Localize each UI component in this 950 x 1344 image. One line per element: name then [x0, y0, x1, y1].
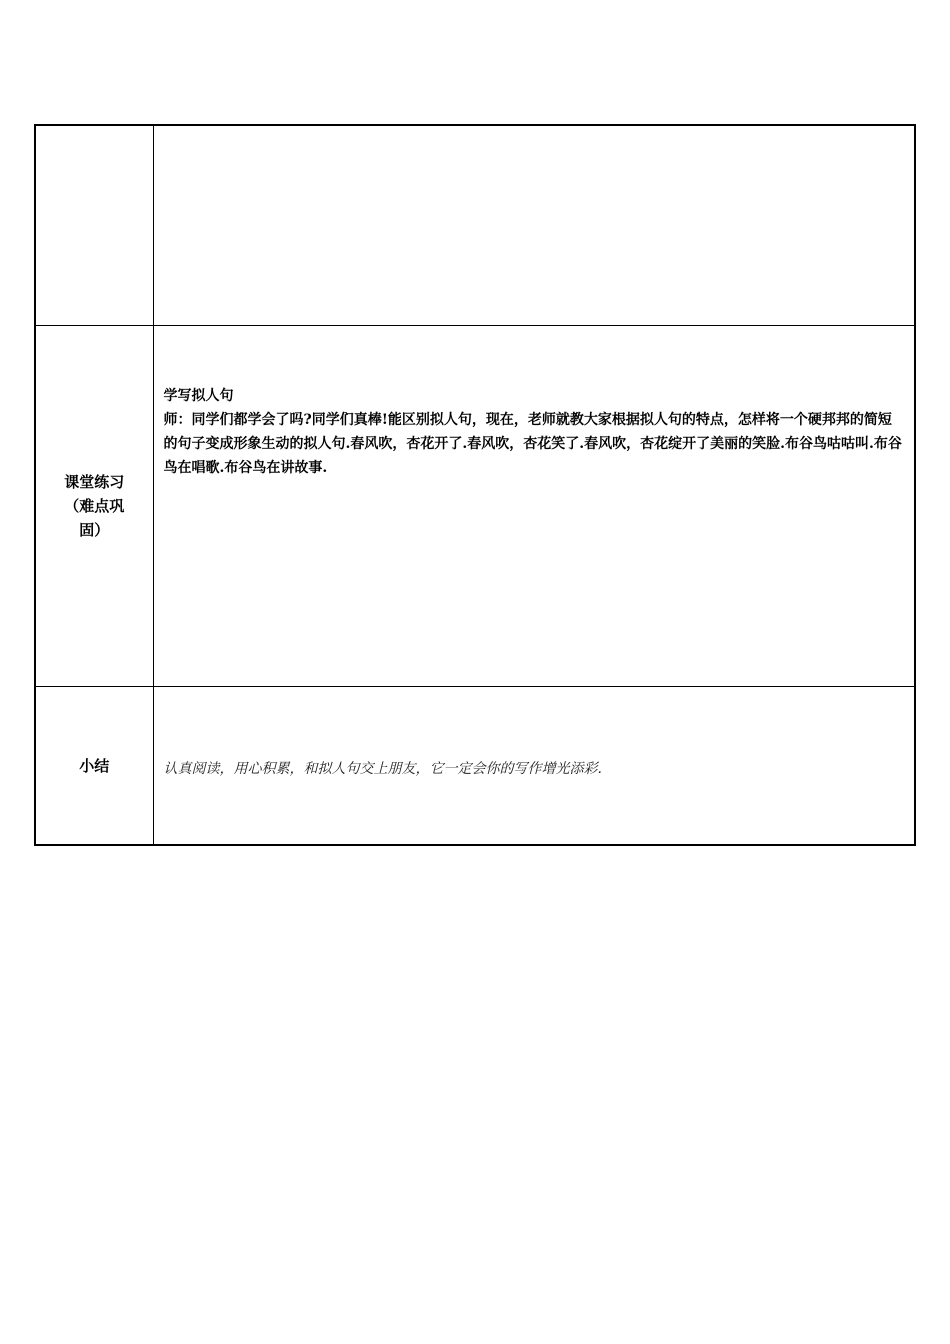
- exercise-heading: 学写拟人句: [163, 388, 234, 404]
- table-row: [35, 125, 915, 326]
- row-content-empty: [153, 125, 915, 326]
- exercise-label-line: 固）: [79, 521, 110, 539]
- exercise-label-cell: [35, 326, 153, 687]
- exercise-label-line: （难点巩: [64, 497, 125, 515]
- summary-content-cell: [153, 687, 915, 846]
- summary-text: 认真阅读，用心积累，和拟人句交上朋友，它一定会你的写作增光添彩.: [163, 760, 602, 777]
- exercise-label-line: 课堂练习: [64, 473, 125, 491]
- lesson-plan-table: [34, 124, 916, 846]
- exercise-body-text: 师：同学们都学会了吗?同学们真棒!能区别拟人句，现在，老师就教大家根据拟人句的特点，怎样将一个硬邦邦的简短的句子变成形象生动的拟人句.春风吹，杏花开了.春风吹，杏花笑了.春风吹，杏花绽开了美丽的笑脸.布谷鸟咕咕叫.布谷鸟在唱歌.布谷鸟在讲故事.: [163, 412, 902, 476]
- summary-label: 小结: [35, 687, 153, 846]
- row-label-empty: [35, 125, 153, 326]
- exercise-label: [55, 470, 133, 542]
- table-row: [35, 687, 915, 846]
- table-row: [35, 326, 915, 687]
- exercise-content-cell: [153, 326, 915, 687]
